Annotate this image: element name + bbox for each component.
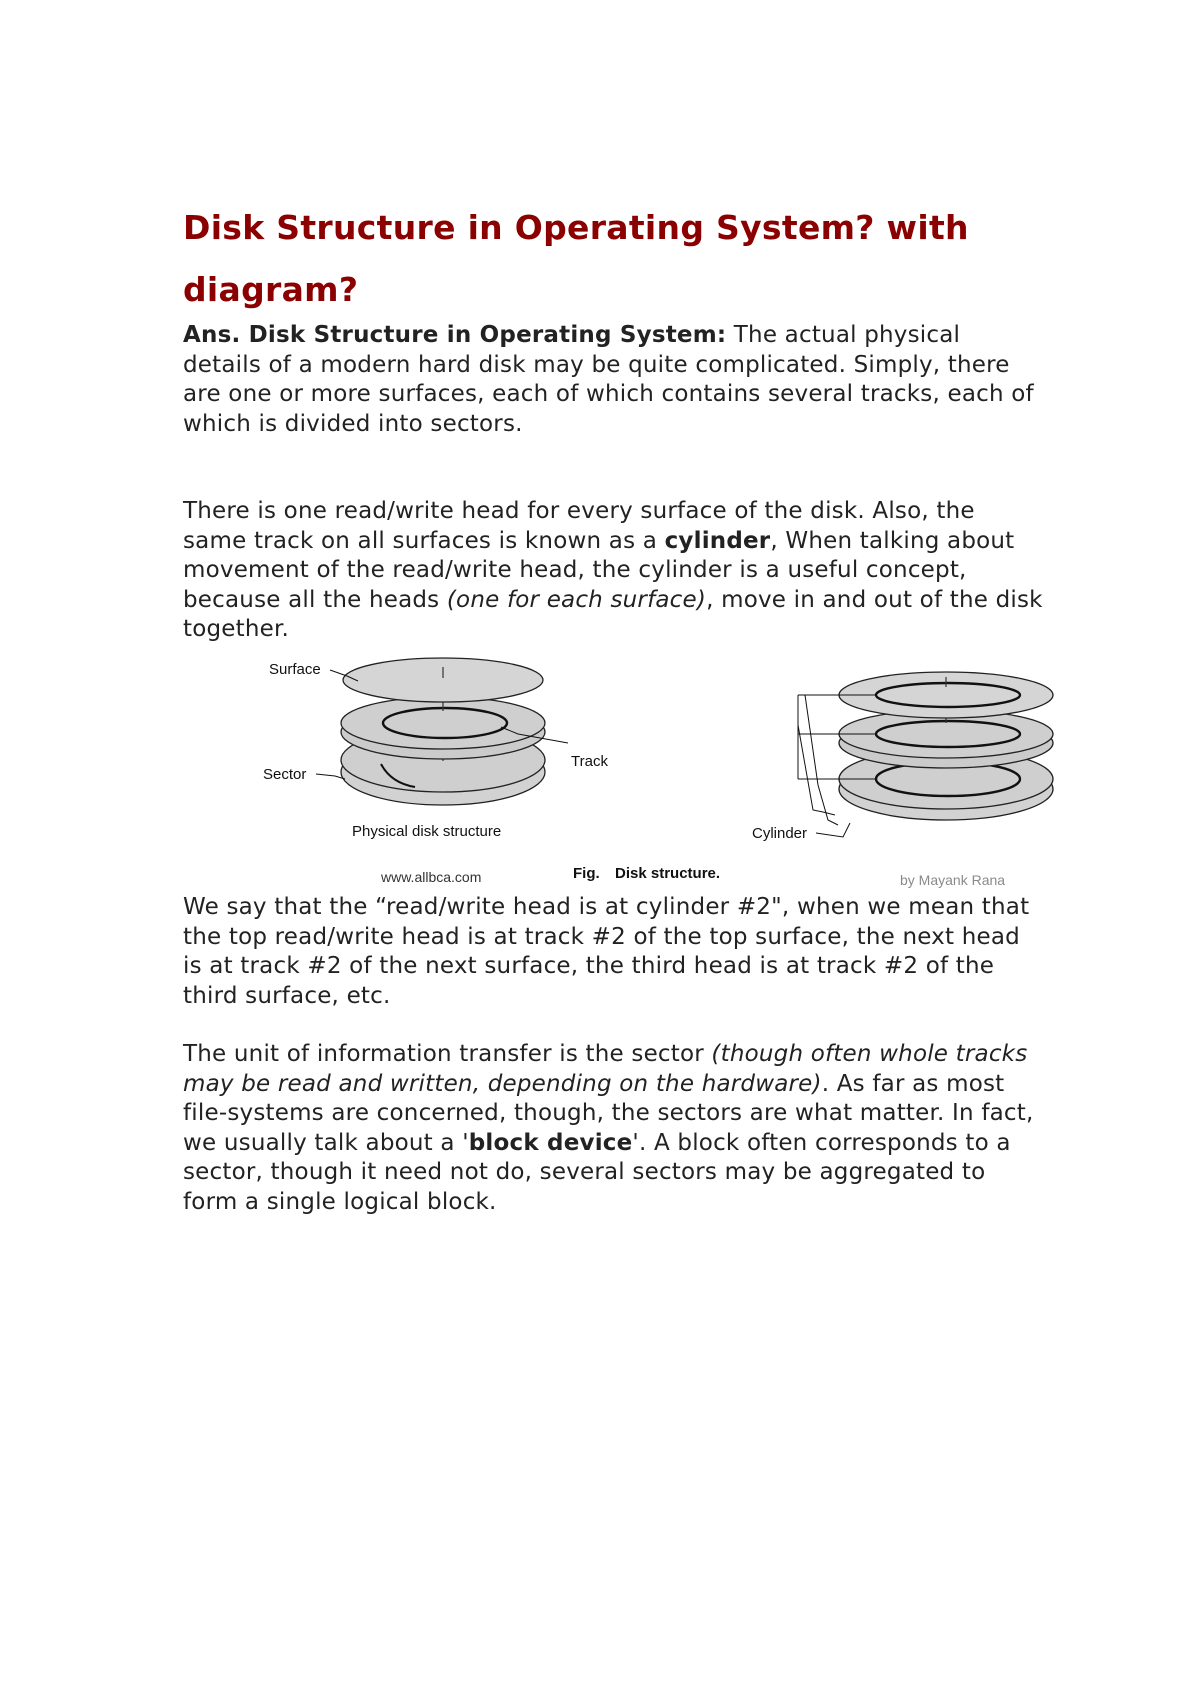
cylinder-term: cylinder [664, 527, 771, 554]
caption-left: Physical disk structure [352, 823, 502, 840]
heads-aside: (one for each surface) [446, 586, 707, 613]
paragraph-intro [183, 321, 1043, 439]
label-track: Track [571, 753, 608, 770]
intro-text: The actual physical details of a modern hard disk may be quite complicated. Simply, there are one or more surfaces, each of which contains several tracks, each of which is divided into sectors. [183, 322, 1034, 437]
answer-lead: Ans. Disk Structure in Operating System: [183, 322, 727, 348]
transfer-text-2: . As far as most file-systems are concerned, though, the sectors are what matter. In fact, we usually talk about a ' [183, 1070, 1034, 1156]
transfer-text-3: '. A block often corresponds to a sector, though it need not do, several sectors may be aggregated to form a single logical block. [183, 1129, 1011, 1215]
label-cylinder: Cylinder [752, 825, 808, 842]
fig-caption-prefix: Fig. [573, 865, 600, 882]
label-surface: Surface [269, 661, 321, 678]
heads-text-3: , move in and out of the disk together. [183, 586, 1043, 643]
top-platter [343, 658, 543, 702]
block-device-term: block device [468, 1129, 633, 1156]
fig-caption: Disk structure. [615, 865, 721, 882]
transfer-text-1: The unit of information transfer is the sector [183, 1041, 712, 1067]
heads-text-1: There is one read/write head for every surface of the disk. Also, the same track on all surfaces is known as a [183, 498, 975, 554]
page-title: Disk Structure in Operating System? with diagram? [183, 208, 969, 309]
disk-structure-figure [183, 655, 1063, 895]
paragraph-unit-transfer [183, 1040, 1043, 1218]
paragraph-cylinder-example: We say that the “read/write head is at cylinder #2", when we mean that the top read/write head is at track #2 of the top surface, the next head is at track #2 of the next surface, the third head is at track #2 of the third surface, etc. [183, 894, 1030, 1009]
disk-structure-diagram [183, 655, 1063, 895]
label-sector: Sector [263, 766, 307, 783]
heads-text-2: , When talking about movement of the read/write head, the cylinder is a useful concept, because all the heads [183, 527, 1015, 613]
paragraph-heads [183, 497, 1043, 645]
author-credit: by Mayank Rana [900, 872, 1006, 888]
transfer-aside: (though often whole tracks may be read and written, depending on the hardware) [183, 1041, 1028, 1097]
source-url: www.allbca.com [381, 869, 482, 885]
cylinder-drawing [752, 672, 1053, 842]
physical-disk-drawing [263, 658, 608, 840]
